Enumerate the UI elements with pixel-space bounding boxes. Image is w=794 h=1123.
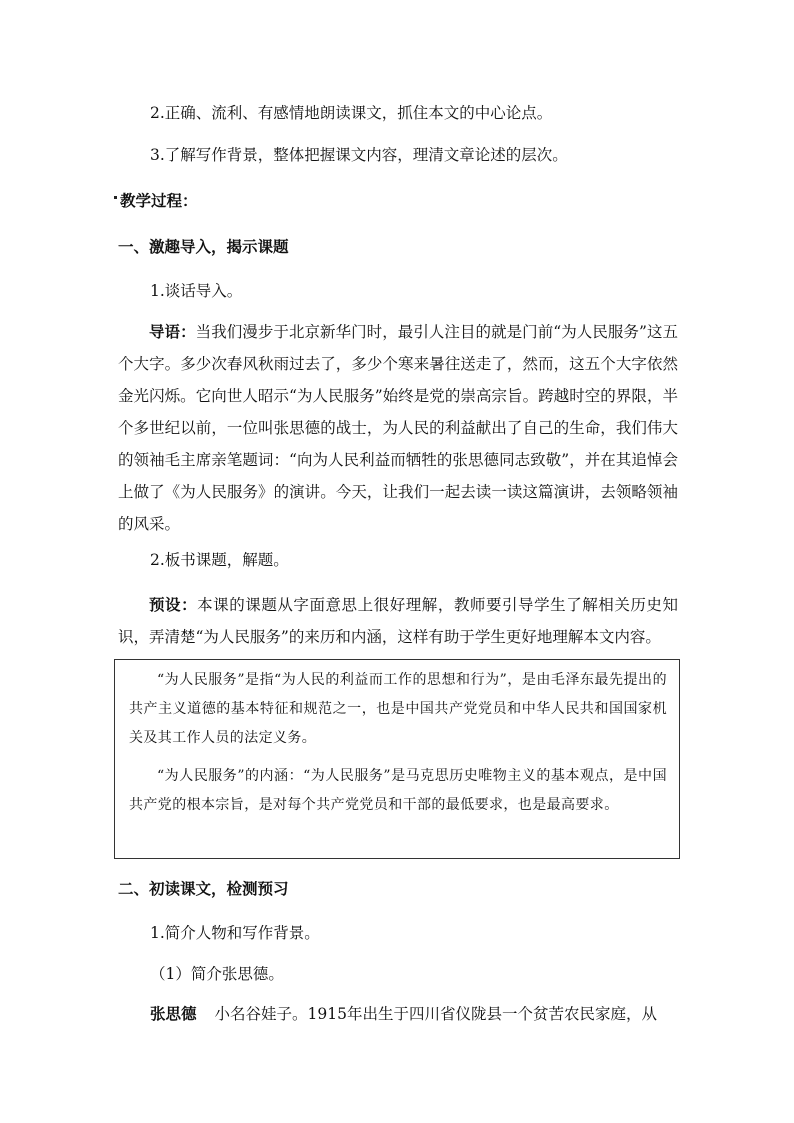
objective-item-3: 3.了解写作背景，整体把握课文内容，理清文章论述的层次。	[150, 146, 568, 164]
person-line	[150, 1004, 657, 1024]
intro-label: 导语：	[149, 322, 196, 341]
preset-label: 预设：	[149, 595, 198, 614]
section1-step1: 1.谈话导入。	[150, 282, 243, 300]
process-heading: 教学过程：	[120, 191, 198, 210]
bullet-mark	[114, 196, 117, 199]
person-label: 张思德	[150, 1004, 197, 1023]
preset-paragraph	[118, 589, 678, 653]
intro-text: 当我们漫步于北京新华门时，最引人注目的就是门前“为人民服务”这五个大字。多少次春风秋雨过去了，多少个寒来暑往送走了，然而，这五个大字依然金光闪烁。它向世人昭示“为人民服务”始终是党的崇高宗旨。跨越时空的界限，半个多世纪以前，一位叫张思德的战士，为人民的利益献出了自己的生命，我们伟大的领袖毛主席亲笔题词：“向为人民利益而牺牲的张思德同志致敬”，并在其追悼会上做了《为人民服务》的演讲。今天，让我们一起去读一读这篇演讲，去领略领袖的风采。	[118, 323, 678, 533]
section2-heading: 二、初读课文，检测预习	[118, 879, 289, 898]
section1-step2: 2.板书课题，解题。	[150, 551, 289, 569]
preset-text: 本课的课题从字面意思上很好理解，教师要引导学生了解相关历史知识，弄清楚“为人民服务”的来历和内涵，这样有助于学生更好地理解本文内容。	[118, 596, 678, 646]
intro-paragraph	[118, 316, 678, 540]
box-paragraph-2: “为人民服务”的内涵：“为人民服务”是马克思历史唯物主义的基本观点，是中国共产党的根本宗旨，是对每个共产党党员和干部的最低要求，也是最高要求。	[129, 768, 667, 813]
person-text: 小名谷娃子。1915年出生于四川省仪陇县一个贫苦农民家庭，从	[214, 1005, 657, 1023]
box-paragraph-1: “为人民服务”是指“为人民的利益而工作的思想和行为”，是由毛泽东最先提出的共产主义道德的基本特征和规范之一，也是中国共产党党员和中华人民共和国国家机关及其工作人员的法定义务。	[129, 672, 667, 746]
objective-item-2: 2.正确、流利、有感情地朗读课文，抓住本文的中心论点。	[150, 104, 553, 122]
definition-box	[114, 659, 680, 859]
section1-heading: 一、激趣导入，揭示课题	[118, 237, 289, 256]
section2-step1: 1.简介人物和写作背景。	[150, 924, 320, 942]
section2-sub1: （1）简介张思德。	[150, 965, 284, 983]
